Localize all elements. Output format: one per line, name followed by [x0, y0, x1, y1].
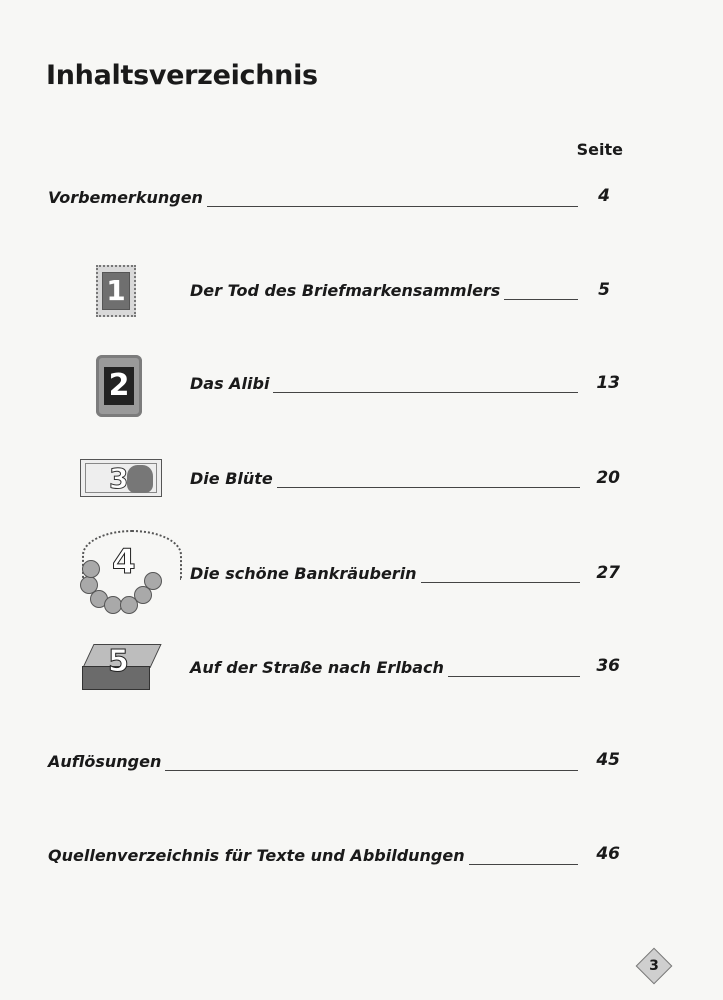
chapter-number: 5: [108, 644, 129, 679]
stamp-icon: [96, 265, 136, 317]
toc-page-number: 45: [596, 750, 620, 770]
toc-entry-label: Auf der Straße nach Erlbach: [190, 658, 448, 677]
toc-entry-label: Die schöne Bankräuberin: [190, 564, 421, 583]
toc-page-number: 27: [596, 563, 620, 583]
toc-entry-chapter-2[interactable]: [190, 374, 578, 398]
leader-line: [426, 676, 580, 677]
toc-entry-chapter-5[interactable]: [190, 658, 580, 682]
chapter-number: 1: [102, 272, 130, 310]
page-column-header: Seite: [576, 140, 623, 159]
toc-entry-quellenverzeichnis[interactable]: [48, 846, 578, 870]
toc-entry-label: Quellenverzeichnis für Texte und Abbildungen: [48, 846, 469, 865]
toc-entry-label: Vorbemerkungen: [48, 188, 207, 207]
toc-page-number: 13: [596, 373, 620, 393]
toc-entry-label: Die Blüte: [190, 469, 277, 488]
leader-line: [266, 392, 578, 393]
chapter-number: 2: [104, 367, 134, 405]
toc-entry-label: Auflösungen: [48, 752, 165, 771]
toc-page-number: 5: [598, 280, 610, 300]
leader-line: [266, 487, 580, 488]
toc-page-number: 36: [596, 656, 620, 676]
safe-icon: [96, 355, 142, 417]
toc-page-number: 46: [596, 844, 620, 864]
toc-page-number: 20: [596, 468, 620, 488]
chapter-number: 3: [109, 462, 129, 495]
toc-entry-vorbemerkungen[interactable]: [48, 188, 578, 212]
chapter-number: 4: [112, 542, 136, 582]
toc-entry-aufloesungen[interactable]: [48, 752, 578, 776]
toc-entry-chapter-3[interactable]: [190, 469, 580, 493]
coin-chain-icon: [74, 524, 184, 614]
toc-entry-chapter-4[interactable]: [190, 564, 580, 588]
leader-line: [400, 582, 580, 583]
leader-line: [154, 770, 578, 771]
toc-entry-chapter-1[interactable]: [190, 281, 578, 305]
leader-line: [188, 206, 578, 207]
money-box-icon: [80, 640, 162, 692]
page-title: Inhaltsverzeichnis: [46, 60, 318, 91]
toc-entry-label: Das Alibi: [190, 374, 273, 393]
toc-entry-label: Der Tod des Briefmarkensammlers: [190, 281, 504, 300]
page-number-badge: [638, 950, 670, 982]
banknote-icon: [80, 459, 162, 497]
toc-page-number: 4: [598, 186, 610, 206]
page-number: 3: [649, 958, 659, 974]
